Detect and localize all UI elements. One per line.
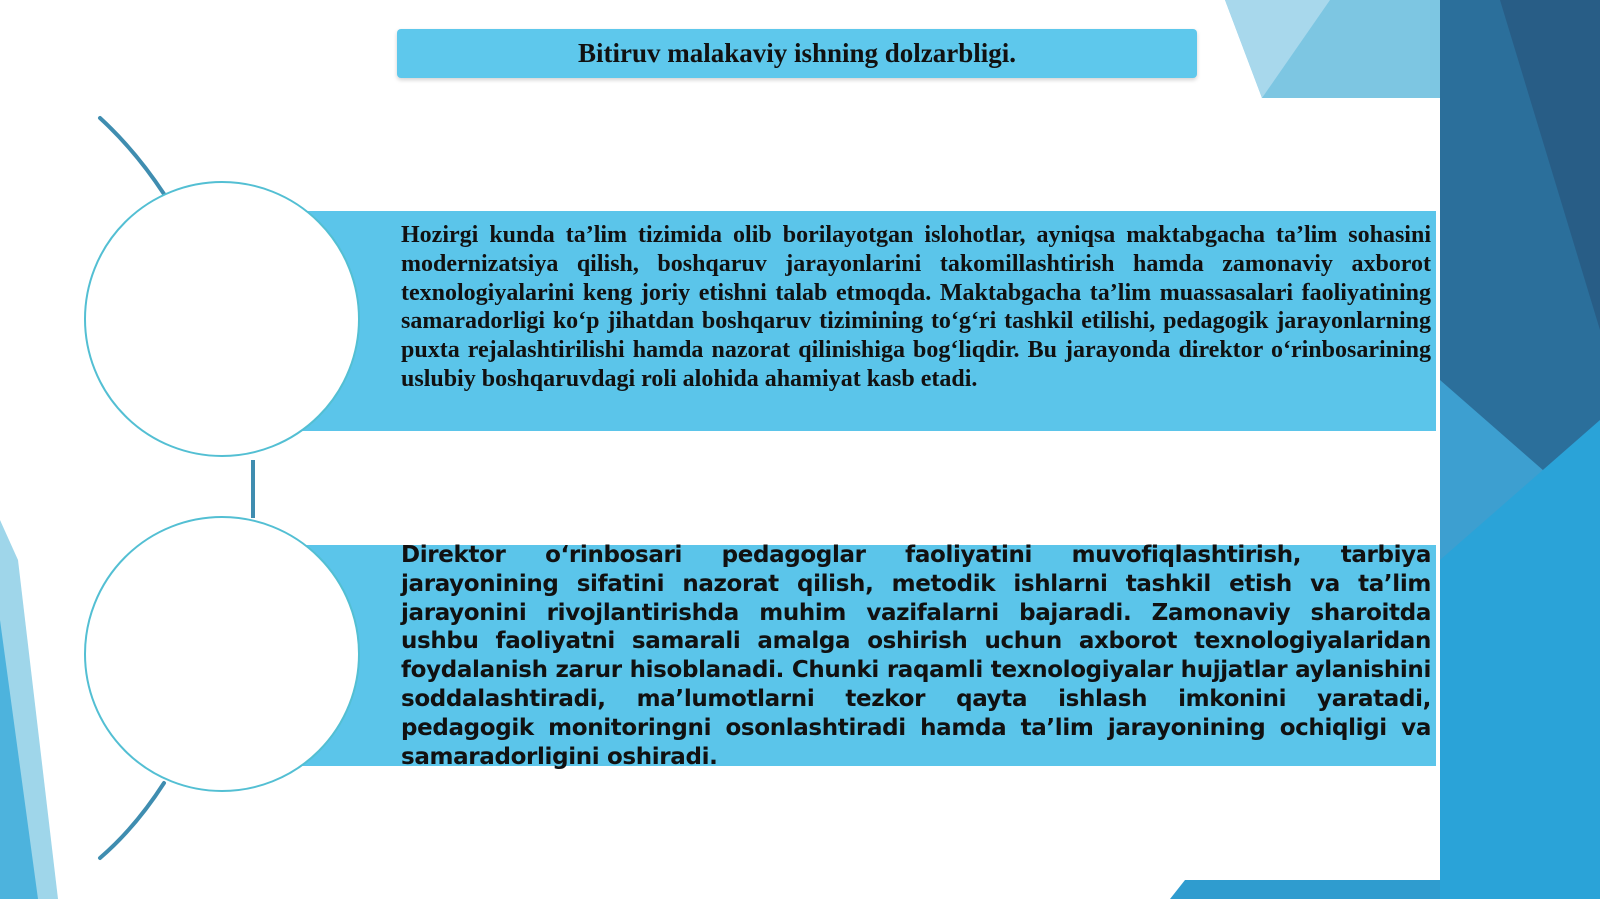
- slide-title: Bitiruv malakaviy ishning dolzarbligi.: [577, 38, 1017, 68]
- circle-marker-2: [84, 516, 360, 792]
- bg-facet-bottom-right: [1170, 880, 1440, 899]
- paragraph-2: Direktor o‘rinbosari pedagoglar faoliyatini muvofiqlashtirish, tarbiya jarayonining sifatini nazorat qilish, metodik ishlarni tashkil etish va ta’lim jarayonini rivojlantirishda muhim vazifalarni bajaradi. Zamonaviy sharoitda ushbu faoliyatni samarali amalga oshirish uchun axborot texnologiyalaridan foydalanish zarur hisoblanadi. Chunki raqamli texnologiyalar hujjatlar aylanishini soddalashtiradi, ma’lumotlarni tezkor qayta ishlash imkonini yaratadi, pedagogik monitoringni osonlashtiradi hamda ta’lim jarayonining ochiqligi va samaradorligini oshiradi.: [401, 542, 1431, 770]
- circle-marker-1: [84, 181, 360, 457]
- paragraph-1: Hozirgi kunda ta’lim tizimida olib borilayotgan islohotlar, ayniqsa maktabgacha ta’lim sohasini modernizatsiya qilish, boshqaruv jarayonlarini takomillashtirish hamda zamonaviy axborot texnologiyalarini keng joriy etishni talab etmoqda. Maktabgacha ta’lim muassasalari faoliyatining samaradorligi ko‘p jihatdan boshqaruv tizimining to‘g‘ri tashkil etilishi, pedagogik jarayonlarning puxta rejalashtirilishi hamda nazorat qilinishiga bog‘liqdir. Bu jarayonda direktor o‘rinbosarining uslubiy boshqaruvdagi roli alohida ahamiyat kasb etadi.: [401, 222, 1431, 392]
- bottom-connector-arc: [100, 783, 164, 858]
- top-connector-arc: [100, 118, 164, 194]
